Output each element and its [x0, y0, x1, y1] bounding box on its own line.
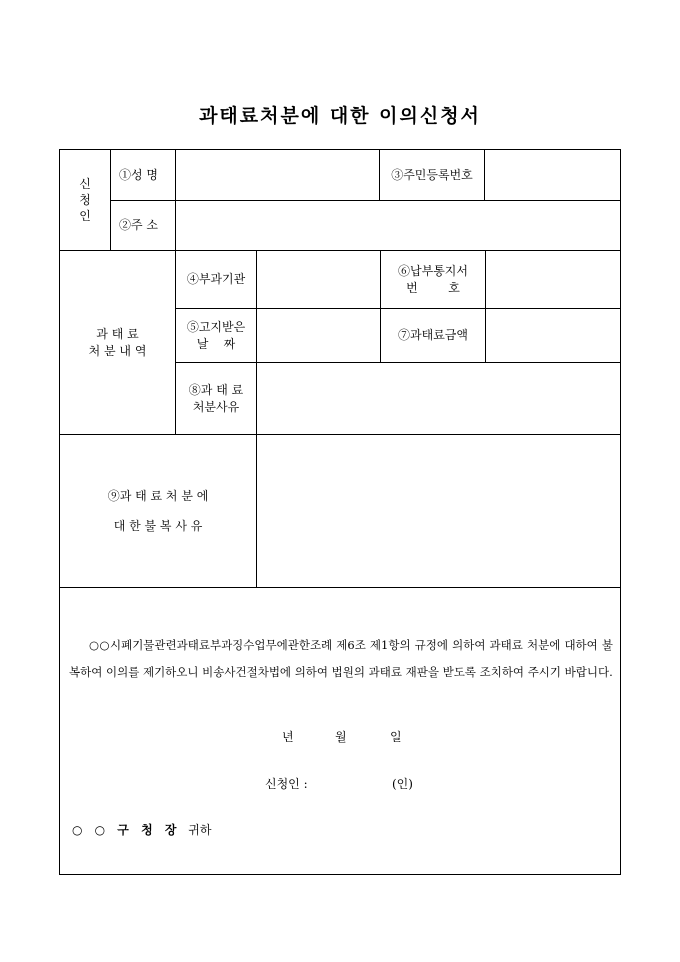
disposition-reason-label-line: 처분사유 [192, 399, 240, 414]
agency-label: ④부과기관 [186, 272, 246, 287]
name-label: ①성 명 [119, 167, 158, 182]
disposition-label-line: 처 분 내 역 [88, 343, 147, 358]
addressee-honorific: 귀하 [188, 823, 212, 837]
rrn-label: ③주민등록번호 [391, 167, 473, 182]
year-label: 년 [282, 730, 294, 744]
objection-label-line: 대 한 불 복 사 유 [113, 519, 203, 533]
address-field[interactable] [176, 201, 621, 250]
applicant-section-label [60, 150, 110, 250]
objection-reason-label [60, 435, 256, 587]
notice-number-label [381, 251, 485, 308]
objection-reason-field[interactable] [257, 435, 621, 587]
month-label: 월 [335, 730, 347, 744]
addressee-office: ○ ○ 구 청 장 [72, 823, 181, 837]
statement-paragraph [69, 632, 613, 686]
seal-mark: (인) [392, 777, 413, 791]
objection-form [59, 149, 621, 875]
amount-label: ⑦과태료금액 [398, 328, 468, 343]
disposition-section-label [60, 251, 175, 434]
agency-field[interactable] [257, 251, 380, 308]
addressee [72, 821, 211, 838]
disposition-reason-field[interactable] [257, 363, 621, 434]
notice-number-field[interactable] [486, 251, 621, 308]
disposition-reason-label [176, 363, 256, 434]
row-divider [60, 587, 621, 588]
notified-date-field[interactable] [257, 309, 380, 362]
statement-text: ○○시폐기물관련과태료부과징수업무에관한조례 제6조 제1항의 규정에 의하여 과태료 처분에 대하여 불복하여 이의를 제기하오니 비송사건절차법에 의하여 법원의 과태료 재판을 받도록 조치하여 주시기 바랍니다. [69, 638, 613, 679]
disposition-reason-label-line: ⑧과 태 료 [188, 383, 244, 398]
applicant-label-char: 신 [79, 176, 91, 191]
name-field[interactable] [176, 150, 379, 200]
applicant-signature-label: 신청인 : [265, 777, 308, 791]
notice-number-label-line: ⑥납부통지서 [398, 264, 468, 279]
applicant-label-char: 인 [79, 209, 91, 224]
rrn-field[interactable] [485, 150, 621, 200]
notified-date-label-line: 날 짜 [196, 336, 236, 351]
day-label: 일 [390, 730, 402, 744]
amount-field[interactable] [486, 309, 621, 362]
notified-date-label [176, 309, 256, 362]
disposition-label-line: 과 태 료 [96, 327, 139, 342]
form-title: 과태료처분에 대한 이의신청서 [199, 105, 481, 127]
notice-number-label-line: 번 호 [406, 280, 460, 295]
applicant-label-char: 청 [79, 192, 91, 207]
notified-date-label-line: ⑤고지받은 [186, 320, 246, 335]
objection-label-line: ⑨과 태 료 처 분 에 [107, 489, 209, 503]
address-label: ②주 소 [119, 218, 158, 233]
